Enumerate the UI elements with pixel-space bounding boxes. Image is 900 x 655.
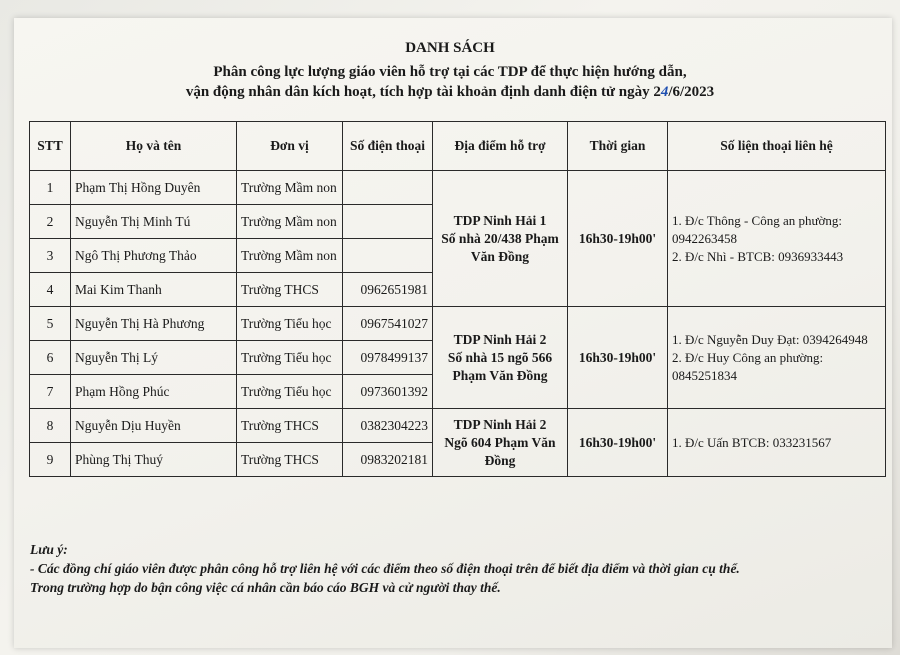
place-name: TDP Ninh Hải 1	[453, 212, 547, 228]
cell-phone	[343, 239, 433, 273]
cell-stt: 6	[30, 341, 71, 375]
cell-contact-group-1	[668, 171, 886, 307]
cell-unit: Trường THCS	[237, 409, 343, 443]
cell-unit: Trường Tiểu học	[237, 341, 343, 375]
cell-name: Nguyễn Dịu Huyền	[71, 409, 237, 443]
cell-stt: 1	[30, 171, 71, 205]
cell-unit: Trường Mầm non	[237, 239, 343, 273]
cell-unit: Trường THCS	[237, 443, 343, 477]
cell-place-group-1	[433, 171, 568, 307]
cell-place-group-2	[433, 307, 568, 409]
table-header-row	[30, 122, 886, 171]
cell-name: Phạm Hồng Phúc	[71, 375, 237, 409]
place-name: TDP Ninh Hải 2	[453, 416, 547, 432]
cell-name: Phạm Thị Hồng Duyên	[71, 171, 237, 205]
cell-phone: 0978499137	[343, 341, 433, 375]
cell-name: Phùng Thị Thuý	[71, 443, 237, 477]
subtitle-line-2-suffix: /6/2023	[668, 84, 715, 100]
table-row	[30, 409, 886, 443]
document-title: DANH SÁCH	[405, 40, 495, 56]
cell-contact-group-2	[668, 307, 886, 409]
contact-line: 2. Đ/c Huy Công an phường: 0845251834	[672, 349, 824, 383]
cell-phone: 0382304223	[343, 409, 433, 443]
table-row	[30, 171, 886, 205]
cell-unit: Trường THCS	[237, 273, 343, 307]
cell-phone: 0962651981	[343, 273, 433, 307]
header-unit: Đơn vị	[237, 122, 343, 171]
cell-name: Nguyễn Thị Hà Phương	[71, 307, 237, 341]
header-name: Họ và tên	[71, 122, 237, 171]
cell-unit: Trường Tiểu học	[237, 375, 343, 409]
assignment-table	[29, 121, 886, 477]
handwritten-day-digit: 4	[660, 84, 669, 100]
contact-line: 1. Đ/c Nguyễn Duy Đạt: 0394264948	[672, 331, 868, 347]
cell-name: Nguyễn Thị Lý	[71, 341, 237, 375]
cell-time-group-2: 16h30-19h00'	[568, 307, 668, 409]
cell-unit: Trường Mầm non	[237, 205, 343, 239]
cell-phone	[343, 171, 433, 205]
place-address: Số nhà 20/438 Phạm Văn Đồng	[441, 230, 559, 264]
contact-line: 1. Đ/c Thông - Công an phường: 0942263458	[672, 212, 843, 246]
cell-stt: 4	[30, 273, 71, 307]
table-row	[30, 307, 886, 341]
contact-line: 2. Đ/c Nhì - BTCB: 0936933443	[672, 248, 844, 264]
cell-stt: 3	[30, 239, 71, 273]
cell-phone: 0983202181	[343, 443, 433, 477]
cell-name: Mai Kim Thanh	[71, 273, 237, 307]
cell-unit: Trường Tiểu học	[237, 307, 343, 341]
place-name: TDP Ninh Hải 2	[453, 331, 547, 347]
subtitle-line-2	[0, 82, 900, 102]
cell-place-group-3	[433, 409, 568, 477]
cell-phone	[343, 205, 433, 239]
cell-contact-group-3	[668, 409, 886, 477]
subtitle-line-2-prefix: vận động nhân dân kích hoạt, tích hợp tài khoản định danh điện tử ngày 2	[185, 84, 661, 100]
cell-stt: 7	[30, 375, 71, 409]
cell-stt: 9	[30, 443, 71, 477]
document-subtitle	[0, 62, 900, 102]
header-time: Thời gian	[568, 122, 668, 171]
cell-name: Nguyễn Thị Minh Tú	[71, 205, 237, 239]
cell-name: Ngô Thị Phương Thảo	[71, 239, 237, 273]
cell-unit: Trường Mầm non	[237, 171, 343, 205]
place-address: Ngõ 604 Phạm Văn Đồng	[444, 434, 556, 468]
contact-line: 1. Đ/c Uấn BTCB: 033231567	[672, 434, 832, 450]
cell-stt: 8	[30, 409, 71, 443]
cell-phone: 0973601392	[343, 375, 433, 409]
cell-stt: 2	[30, 205, 71, 239]
header-stt: STT	[30, 122, 71, 171]
cell-stt: 5	[30, 307, 71, 341]
notes-section	[30, 540, 870, 597]
cell-phone: 0967541027	[343, 307, 433, 341]
notes-line-1: - Các đồng chí giáo viên được phân công hỗ trợ liên hệ với các điểm theo số điện thoại trên để biết địa điểm và thời gian cụ thể.	[30, 561, 740, 576]
place-address: Số nhà 15 ngõ 566 Phạm Văn Đồng	[447, 349, 553, 383]
header-contact: Số liện thoại liên hệ	[668, 122, 886, 171]
cell-time-group-3: 16h30-19h00'	[568, 409, 668, 477]
notes-line-2: Trong trường hợp do bận công việc cá nhân cần báo cáo BGH và cử người thay thế.	[30, 580, 501, 595]
notes-heading: Lưu ý:	[30, 542, 68, 557]
subtitle-line-1: Phân công lực lượng giáo viên hỗ trợ tại các TDP để thực hiện hướng dẫn,	[213, 64, 687, 80]
header-place: Địa điểm hỗ trợ	[433, 122, 568, 171]
header-phone: Số điện thoại	[343, 122, 433, 171]
cell-time-group-1: 16h30-19h00'	[568, 171, 668, 307]
